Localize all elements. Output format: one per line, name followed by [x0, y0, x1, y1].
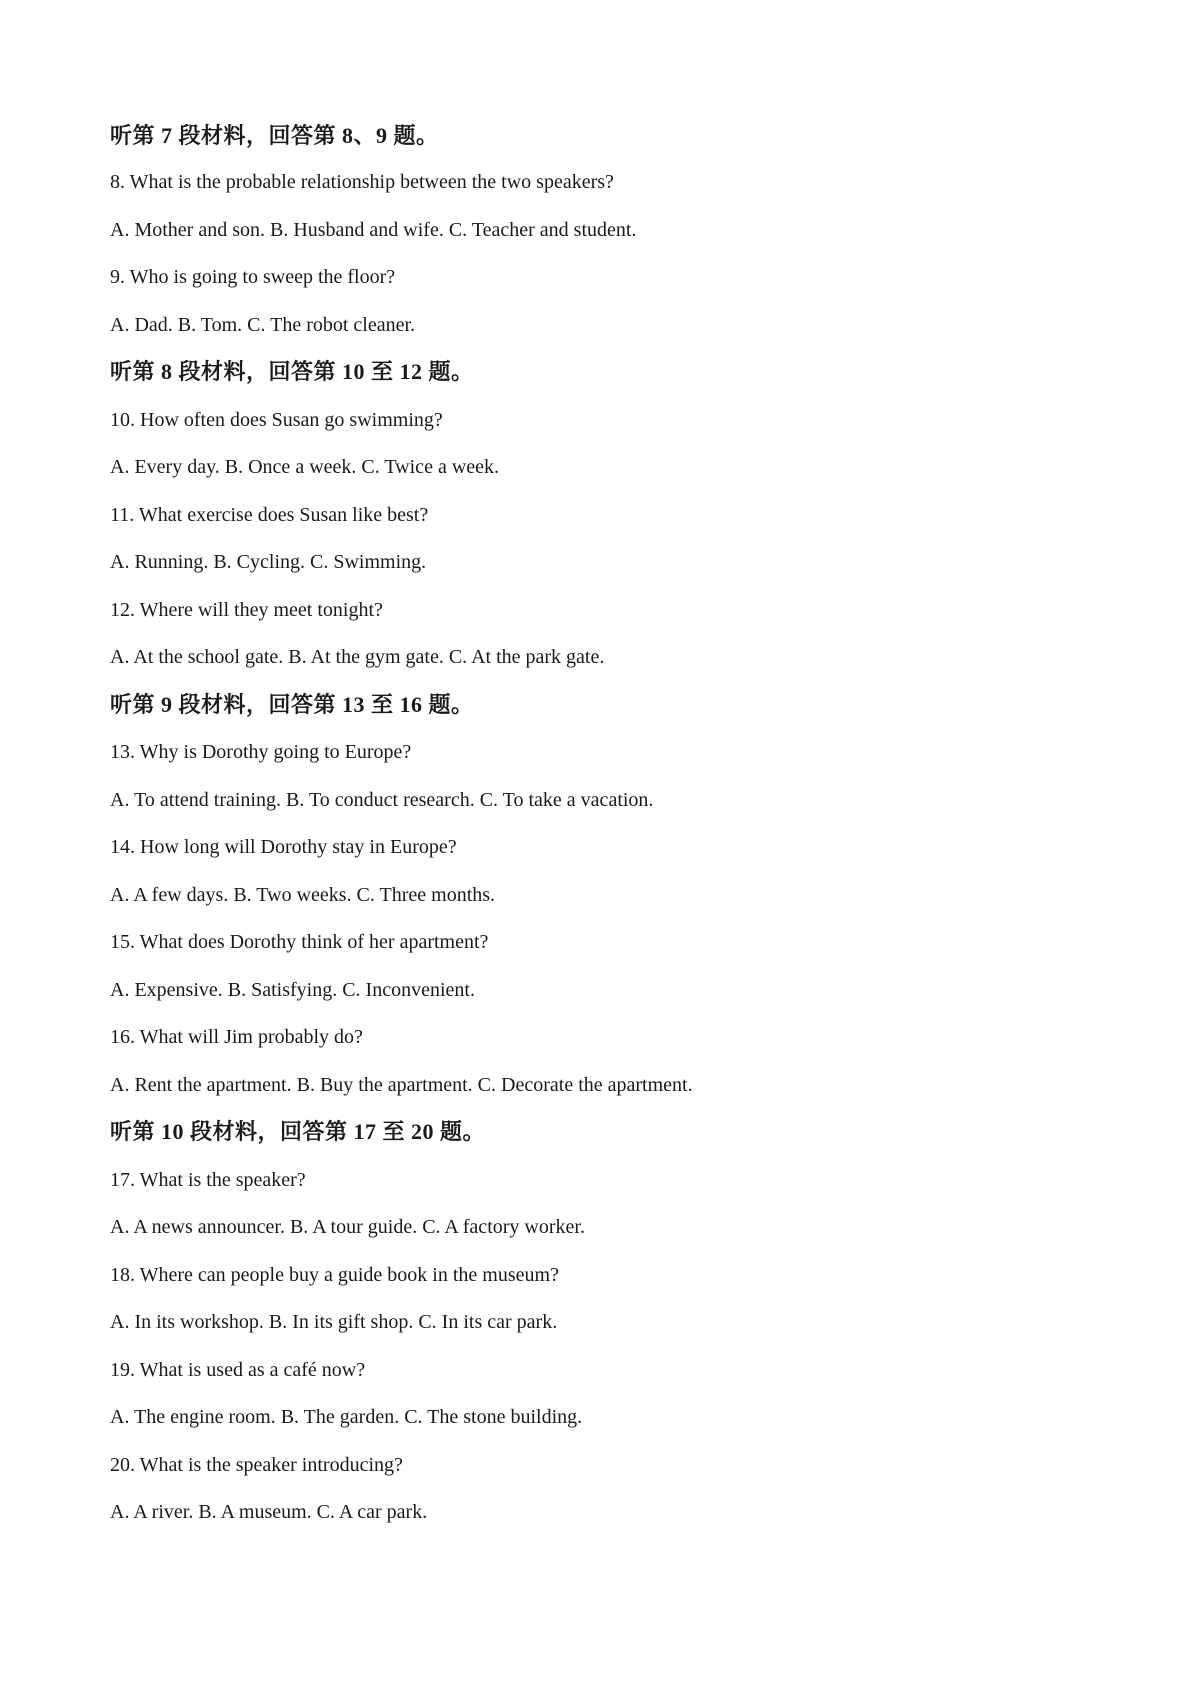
answer-options: A. Mother and son. B. Husband and wife. C. Teacher and student. — [110, 219, 637, 241]
question-text: 15. What does Dorothy think of her apartment? — [110, 931, 489, 953]
section-heading: 听第 10 段材料，回答第 17 至 20 题。 — [110, 1119, 486, 1144]
answer-options: A. Running. B. Cycling. C. Swimming. — [110, 551, 427, 573]
question-text: 19. What is used as a café now? — [110, 1359, 366, 1381]
question-text: 17. What is the speaker? — [110, 1169, 306, 1191]
question-text: 11. What exercise does Susan like best? — [110, 504, 429, 526]
question-text: 20. What is the speaker introducing? — [110, 1454, 403, 1476]
question-text: 16. What will Jim probably do? — [110, 1026, 363, 1048]
question-text: 9. Who is going to sweep the floor? — [110, 266, 396, 288]
question-text: 14. How long will Dorothy stay in Europe? — [110, 836, 457, 858]
answer-options: A. The engine room. B. The garden. C. The stone building. — [110, 1406, 583, 1428]
question-text: 12. Where will they meet tonight? — [110, 599, 383, 621]
answer-options: A. A news announcer. B. A tour guide. C. A factory worker. — [110, 1216, 585, 1238]
answer-options: A. Expensive. B. Satisfying. C. Inconvenient. — [110, 979, 475, 1001]
answer-options: A. A river. B. A museum. C. A car park. — [110, 1501, 428, 1523]
answer-options: A. Dad. B. Tom. C. The robot cleaner. — [110, 314, 416, 336]
answer-options: A. In its workshop. B. In its gift shop. C. In its car park. — [110, 1311, 558, 1333]
section-heading: 听第 9 段材料，回答第 13 至 16 题。 — [110, 692, 474, 717]
section-heading: 听第 8 段材料，回答第 10 至 12 题。 — [110, 359, 474, 384]
answer-options: A. Rent the apartment. B. Buy the apartment. C. Decorate the apartment. — [110, 1074, 693, 1096]
answer-options: A. At the school gate. B. At the gym gate. C. At the park gate. — [110, 646, 605, 668]
answer-options: A. Every day. B. Once a week. C. Twice a week. — [110, 456, 500, 478]
section-heading: 听第 7 段材料，回答第 8、9 题。 — [110, 123, 439, 148]
question-text: 8. What is the probable relationship between the two speakers? — [110, 171, 614, 193]
answer-options: A. To attend training. B. To conduct research. C. To take a vacation. — [110, 789, 654, 811]
question-text: 18. Where can people buy a guide book in the museum? — [110, 1264, 559, 1286]
question-text: 13. Why is Dorothy going to Europe? — [110, 741, 412, 763]
question-text: 10. How often does Susan go swimming? — [110, 409, 443, 431]
answer-options: A. A few days. B. Two weeks. C. Three months. — [110, 884, 496, 906]
